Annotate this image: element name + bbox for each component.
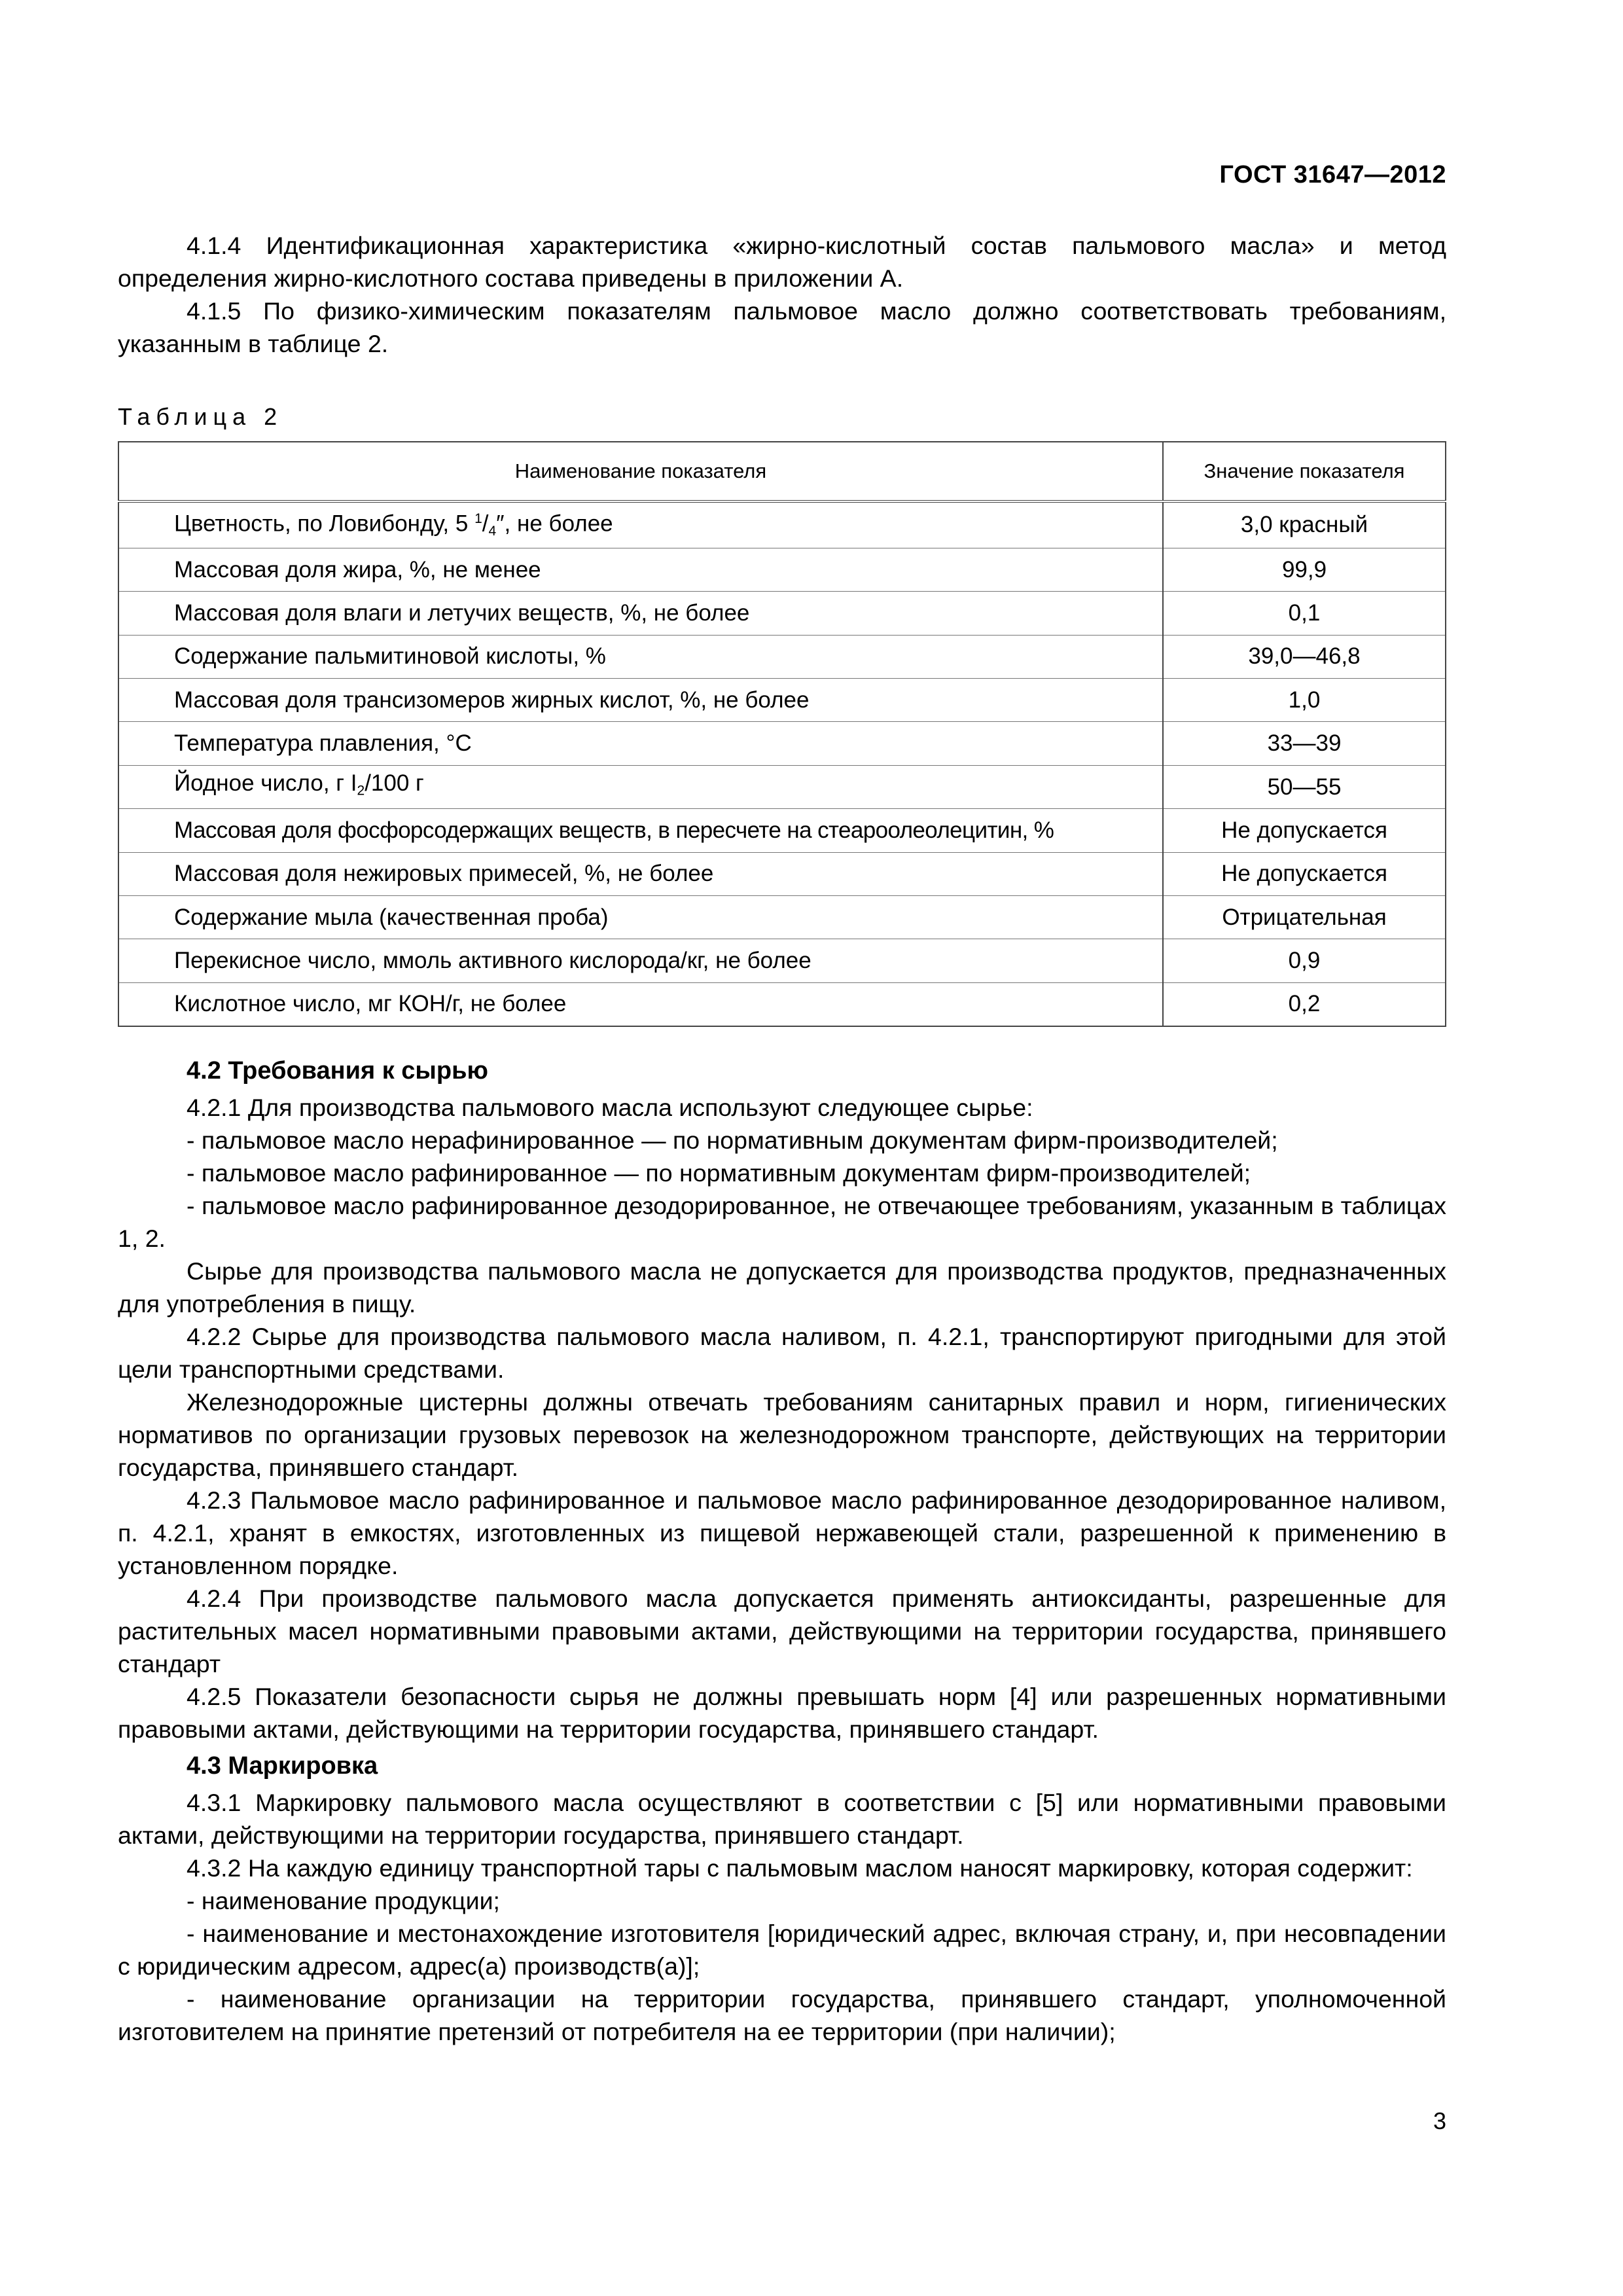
table-caption: Таблица 2: [118, 403, 283, 430]
superscript: 1: [474, 511, 482, 526]
list-item: - наименование и местонахождение изготовителя [юридический адрес, включая страну, и, при несовпадении с юридическим адресом, адрес(а) производств(а)];: [118, 1920, 1446, 1981]
table-cell-name: Массовая доля нежировых примесей, %, не более: [118, 852, 1163, 895]
paragraph-4-3-1: 4.3.1 Маркировку пальмового масла осуществляют в соответствии с [5] или нормативными правовыми актами, действующими на территории государства, принявшего стандарт.: [118, 1789, 1446, 1850]
column-header-indicator-value: Значение показателя: [1163, 442, 1446, 501]
table-row: [118, 722, 1446, 765]
paragraph-rail-tanks: Железнодорожные цистерны должны отвечать требованиям санитарных правил и норм, гигиенических нормативов по организации грузовых перевозок на железнодорожном транспорте, действующих на территории государства, принявшего стандарт.: [118, 1388, 1446, 1482]
section-heading-4-3: 4.3 Маркировка: [187, 1752, 378, 1780]
table-cell-value: Не допускается: [1163, 852, 1446, 895]
table-row: [118, 592, 1446, 635]
cell-text: ″, не более: [496, 511, 613, 537]
paragraph-4-3-2: 4.3.2 На каждую единицу транспортной тары с пальмовым маслом наносят маркировку, которая содержит:: [187, 1854, 1413, 1882]
paragraph-4-2-1: 4.2.1 Для производства пальмового масла используют следующее сырье:: [187, 1094, 1033, 1122]
page-content: [118, 229, 1446, 2048]
table-row: [118, 501, 1446, 548]
cell-text: Йодное число, г I: [174, 770, 357, 796]
table-row: [118, 679, 1446, 722]
table-cell-name: Содержание мыла (качественная проба): [118, 896, 1163, 939]
list-item: - пальмовое масло нерафинированное — по нормативным документам фирм-производителей;: [187, 1126, 1278, 1155]
column-header-indicator-name: Наименование показателя: [118, 442, 1163, 501]
cell-text: /100 г: [365, 770, 424, 796]
table-cell-name: [118, 765, 1163, 808]
table-row: [118, 982, 1446, 1026]
table-cell-value: 33—39: [1163, 722, 1446, 765]
section-heading-4-2: 4.2 Требования к сырью: [187, 1057, 488, 1085]
table-row: [118, 635, 1446, 678]
table-row: [118, 548, 1446, 591]
list-item: - наименование организации на территории государства, принявшего стандарт, уполномоченной изготовителем на принятие претензий от потребителя на ее территории (при наличии);: [118, 1985, 1446, 2046]
list-item: - пальмовое масло рафинированное дезодорированное, не отвечающее требованиям, указанным в таблицах 1, 2.: [118, 1192, 1446, 1253]
paragraph-4-1-4: 4.1.4 Идентификационная характеристика «жирно-кислотный состав пальмового масла» и метод определения жирно-кислотного состава приведены в приложении А.: [118, 232, 1446, 292]
paragraph-4-2-5: 4.2.5 Показатели безопасности сырья не должны превышать норм [4] или разрешенных нормативными правовыми актами, действующими на территории государства, принявшего стандарт.: [118, 1683, 1446, 1744]
table-cell-value: Не допускается: [1163, 809, 1446, 852]
list-item: - наименование продукции;: [187, 1887, 500, 1915]
table-cell-name: Содержание пальмитиновой кислоты, %: [118, 635, 1163, 678]
paragraph-4-2-3: 4.2.3 Пальмовое масло рафинированное и пальмовое масло рафинированное дезодорированное наливом, п. 4.2.1, хранят в емкостях, изготовленных из пищевой нержавеющей стали, разрешенной к применению в установленном порядке.: [118, 1486, 1446, 1580]
table-cell-name: [118, 501, 1163, 548]
table-2-physchem: [118, 441, 1446, 1027]
table-cell-value: 1,0: [1163, 679, 1446, 722]
table-cell-name: Кислотное число, мг КОН/г, не более: [118, 982, 1163, 1026]
subscript: 2: [357, 783, 365, 798]
table-row: [118, 809, 1446, 852]
cell-text: /: [482, 511, 489, 537]
table-cell-value: 50—55: [1163, 765, 1446, 808]
paragraph-raw-material: Сырье для производства пальмового масла не допускается для производства продуктов, предназначенных для употребления в пищу.: [118, 1257, 1446, 1318]
list-item: - пальмовое масло рафинированное — по нормативным документам фирм-производителей;: [187, 1159, 1251, 1187]
table-cell-value: 99,9: [1163, 548, 1446, 591]
table-cell-name: Массовая доля влаги и летучих веществ, %, не более: [118, 592, 1163, 635]
table-row: [118, 939, 1446, 982]
table-row: [118, 852, 1446, 895]
paragraph-4-1-5: 4.1.5 По физико-химическим показателям пальмовое масло должно соответствовать требованиям, указанным в таблице 2.: [118, 297, 1446, 357]
paragraph-4-2-4: 4.2.4 При производстве пальмового масла допускается применять антиоксиданты, разрешенные для растительных масел нормативными правовыми актами, действующими на территории государства, принявшего стандарт: [118, 1585, 1446, 1678]
table-header-row: [118, 442, 1446, 501]
table-cell-name: Массовая доля трансизомеров жирных кислот, %, не более: [118, 679, 1163, 722]
page-number: 3: [1433, 2108, 1446, 2134]
table-cell-name: Массовая доля жира, %, не менее: [118, 548, 1163, 591]
table-cell-value: Отрицательная: [1163, 896, 1446, 939]
document-code-header: ГОСТ 31647—2012: [1219, 161, 1446, 188]
table-cell-name: Перекисное число, ммоль активного кислорода/кг, не более: [118, 939, 1163, 982]
subscript: 4: [488, 523, 497, 539]
table-row: [118, 765, 1446, 808]
table-cell-name: Массовая доля фосфорсодержащих веществ, в пересчете на стеароолеолецитин, %: [118, 809, 1163, 852]
table-cell-value: 0,1: [1163, 592, 1446, 635]
cell-text: Цветность, по Ловибонду, 5: [174, 511, 475, 537]
table-cell-name: Температура плавления, °С: [118, 722, 1163, 765]
table-cell-value: 0,9: [1163, 939, 1446, 982]
table-cell-value: 3,0 красный: [1163, 501, 1446, 548]
paragraph-4-2-2: 4.2.2 Сырье для производства пальмового масла наливом, п. 4.2.1, транспортируют пригодными для этой цели транспортными средствами.: [118, 1323, 1446, 1384]
table-cell-value: 39,0—46,8: [1163, 635, 1446, 678]
table-cell-value: 0,2: [1163, 982, 1446, 1026]
table-row: [118, 896, 1446, 939]
